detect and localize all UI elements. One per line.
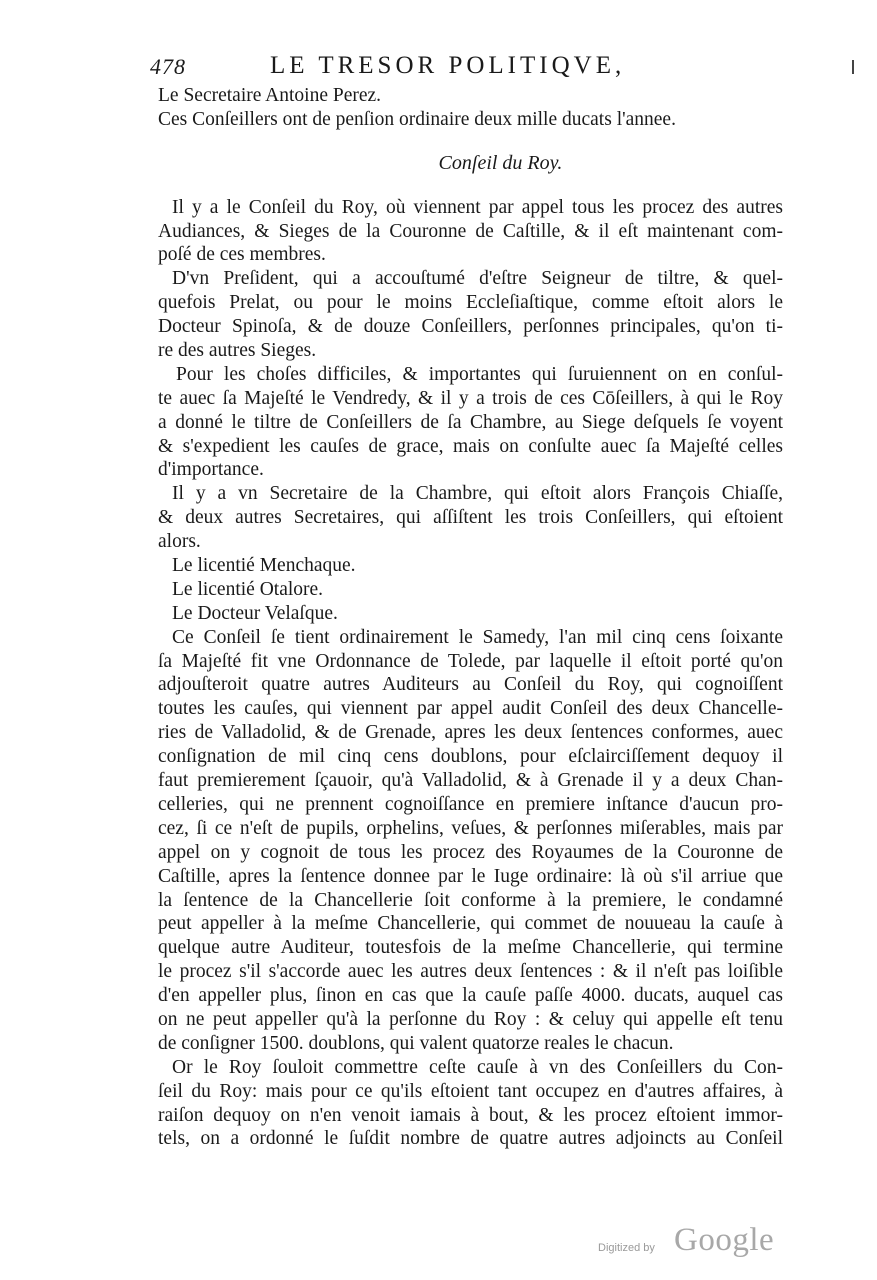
text-line: d'importance.	[158, 459, 264, 481]
text-line: Pour les choſes difficiles, & importantes qui ſuruiennent on en conſul-	[176, 363, 783, 385]
text-line: D'vn Preſident, qui a accouſtumé d'eſtre Seigneur de tiltre, & quel-	[172, 268, 783, 290]
text-line: tels, on a ordonné le ſuſdit nombre de quatre autres adjoincts au Conſeil	[158, 1128, 783, 1150]
text-line: appel on y cognoit de tous les procez des Royaumes de la Couronne de	[158, 841, 783, 863]
intro-line: Le Secretaire Antoine Perez.	[158, 85, 382, 106]
text-line: la ſentence de la Chancellerie ſoit conforme à la premiere, le condamné	[158, 889, 783, 911]
text-line: Docteur Spinoſa, & de douze Conſeillers, perſonnes principales, qu'on ti-	[158, 316, 783, 338]
text-line: quelque autre Auditeur, toutesfois de la meſme Chancellerie, qui termine	[158, 937, 783, 959]
text-line: raiſon dequoy on n'en venoit iamais à bout, & les procez eſtoient immor-	[158, 1104, 783, 1126]
text-line: adjouſteroit quatre autres Auditeurs au Conſeil du Roy, qui cognoiſſent	[158, 674, 783, 696]
text-line: le procez s'il s'accorde auec les autres deux ſentences : & il n'eſt pas loiſible	[158, 961, 783, 983]
text-line: ries de Valladolid, & de Grenade, apres les deux ſentences conformes, auec	[158, 722, 783, 744]
section-title: Conſeil du Roy.	[438, 151, 563, 174]
text-line: Ce Conſeil ſe tient ordinairement le Samedy, l'an mil cinq cens ſoixante	[172, 626, 783, 648]
text-line: toutes les cauſes, qui viennent par appel audit Conſeil des deux Chancelle-	[158, 698, 783, 720]
text-line: re des autres Sieges.	[158, 340, 317, 362]
text-line: Il y a le Conſeil du Roy, où viennent par appel tous les procez des autres	[172, 196, 783, 218]
text-line: celleries, qui ne prennent cognoiſſance en premiere inſtance d'aucun pro-	[158, 793, 783, 815]
google-logo: Google	[674, 1222, 775, 1258]
text-line: d'en appeller plus, ſinon en cas que la cauſe paſſe 4000. ducats, auquel cas	[158, 985, 783, 1007]
text-line: Le licentié Otalore.	[172, 578, 324, 600]
text-line: ſa Majeſté fit vne Ordonnance de Tolede, par laquelle il eſtoit porté qu'on	[158, 650, 783, 672]
text-line: Or le Roy ſouloit commettre ceſte cauſe à vn des Conſeillers du Con-	[172, 1056, 783, 1078]
text-line: Caſtille, apres la ſentence donnee par le Iuge ordinaire: là où s'il arriue que	[158, 865, 783, 887]
text-line: faut premierement ſçauoir, qu'à Valladolid, & à Grenade il y a deux Chan-	[158, 770, 783, 792]
intro-line: Ces Conſeillers ont de penſion ordinaire deux mille ducats l'annee.	[158, 108, 676, 130]
body-text	[158, 196, 783, 1152]
margin-mark	[852, 60, 854, 74]
text-line: & deux autres Secretaires, qui aſſiſtent les trois Conſeillers, qui eſtoient	[158, 507, 783, 529]
page-text	[158, 84, 783, 1151]
digitized-label: Digitized by	[598, 1242, 655, 1254]
text-line: peut appeller à la meſme Chancellerie, qui commet de nouueau la cauſe à	[158, 913, 783, 935]
text-line: poſé de ces membres.	[158, 244, 326, 266]
text-line: de conſigner 1500. doublons, qui valent quatorze reales le chacun.	[158, 1032, 674, 1054]
text-line: Le Docteur Velaſque.	[172, 602, 338, 624]
page-header	[150, 52, 695, 84]
text-line: Le licentié Menchaque.	[172, 555, 356, 577]
text-line: te auec ſa Majeſté le Vendredy, & il y a trois de ces Cōſeillers, à qui le Roy	[158, 387, 783, 409]
text-line: on ne peut appeller qu'à la perſonne du Roy : & celuy qui appelle eſt tenu	[158, 1008, 783, 1030]
digitization-watermark	[598, 1222, 798, 1262]
text-line: ſeil du Roy: mais pour ce qu'ils eſtoient tant occupez en d'autres affaires, à	[158, 1080, 783, 1102]
text-line: quefois Prelat, ou pour le moins Eccleſiaſtique, comme eſtoit alors le	[158, 292, 783, 314]
text-line: Audiances, & Sieges de la Couronne de Caſtille, & il eſt maintenant com-	[158, 220, 783, 242]
text-line: Il y a vn Secretaire de la Chambre, qui eſtoit alors François Chiaſſe,	[172, 483, 783, 505]
text-line: conſignation de mil cinq cens doublons, pour eſclairciſſement dequoy il	[158, 746, 783, 768]
text-line: cez, ſi ce n'eſt de pupils, orphelins, veſues, & perſonnes miſerables, mais par	[158, 817, 783, 839]
text-line: alors.	[158, 531, 201, 553]
page-number: 478	[150, 54, 186, 79]
running-head: LE TRESOR POLITIQVE,	[270, 52, 626, 79]
text-line: a donné le tiltre de Conſeillers de ſa Chambre, au Siege deſquels ſe voyent	[158, 411, 783, 433]
text-line: & s'expedient les cauſes de grace, mais on conſulte auec ſa Majeſté celles	[158, 435, 783, 457]
